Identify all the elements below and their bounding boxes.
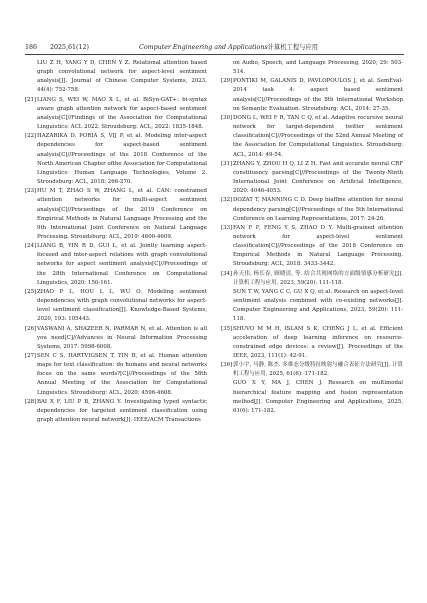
reference-text: FAN F F, FENG Y S, ZHAO D Y. Multi-grained attention network for aspect-level sentiment classification[C]//Proceedings of the 2018 Conference on Empirical Methods in Natural Language Processing. Stroudsburg: ACL, 2018: 3433-3442.: [233, 224, 403, 268]
running-header: [25, 42, 405, 53]
reference-number: [30]: [221, 114, 233, 121]
reference-entry: [221, 224, 403, 270]
reference-text-cn: 郭小宇, 马静, 陈杰. 多维态分级特征映射与融合表征方法研究[J]. 计算机工程与应用, 2025, 61(6): 171-182.: [233, 362, 403, 378]
reference-entry: [221, 325, 403, 362]
reference-text: BAI X F, LIU P B, ZHANG Y. Investigating typed syntactic dependencies for targeted sentiment classification using graph attention neural network[J]. IEEE/ACM Transactions: [37, 398, 207, 424]
reference-number: [25]: [25, 288, 37, 295]
reference-text: LIANG S, WEI W, MAO X L, et al. BiSyn-GAT+: bi-syntax aware graph attention network for aspect-based sentiment analysis[C]//Findings of the Association for Computational Linguistics: ACL 2022. Stroudsburg: ACL, 2022: 1835-1848.: [37, 96, 207, 131]
reference-number: [26]: [25, 325, 37, 332]
reference-entry: [25, 132, 207, 187]
issue-info: 2025,61(12): [50, 44, 89, 51]
reference-entry: [221, 361, 403, 416]
reference-column-right: [221, 59, 403, 416]
header-rule: [25, 54, 404, 55]
reference-text-en: SUN T W, YANG C C, GU X Q, et al. Research on aspect-level sentiment analysis combined with co-existing networks[J]. Computer Engineering and Applications, 2023, 59(20): 111-118.: [233, 288, 403, 323]
reference-number: [23]: [25, 188, 37, 195]
reference-entry: [221, 59, 403, 77]
journal-title: [139, 42, 318, 53]
reference-entry: [25, 59, 207, 96]
reference-text: DOZAT T, MANNING C D. Deep biaffine attention for neural dependency parsing[C]//Proceedings of the 5th International Conference on Learning Representations, 2017: 24-26.: [233, 197, 403, 222]
reference-entry: [25, 96, 207, 133]
reference-text: SHUVO M M H, ISLAM S K, CHENG J L, et al. Efficient acceleration of deep learning inference on resource-constrained edge devices: a review[J]. Proceedings of the IEEE, 2023, 111(1): 42-91.: [233, 325, 403, 359]
reference-text: SEN C S, HARTVIGSEN T, YIN B, et al. Human attention maps for text classification: do humans and neural networks focus on the same words?[C]//Proceedings of the 58th Annual Meeting of the Association for Computational Linguistics. Stroudsburg: ACL, 2020: 4596-4608.: [37, 353, 207, 396]
reference-number: [31]: [221, 160, 233, 167]
reference-entry: [25, 242, 207, 288]
reference-number: [33]: [221, 224, 233, 231]
reference-number: [27]: [25, 353, 37, 359]
reference-number: [24]: [25, 243, 37, 250]
reference-entry: [25, 288, 207, 325]
reference-text: HU M T, ZHAO S W, ZHANG L, et al. CAN: constrained attention networks for multi-aspect sentiment analysis[C]//Proceedings of the 2019 Conference on Empirical Methods in Natural Language Processing and the 9th International Joint Conference on Natural Language Processing. Stroudsburg: ACL, 2019: 4600-4609.: [37, 188, 207, 240]
reference-text: DONG L, WEI F R, TAN C Q, et al. Adaptive recursive neural network for target-dependent twitter sentiment classification[C]//Proceedings of the 52nd Annual Meeting of the Association for Computational Linguistics. Stroudsburg: ACL, 2014: 49-54.: [233, 114, 403, 158]
reference-number: [34]: [221, 270, 233, 277]
reference-number: [29]: [221, 78, 233, 85]
reference-text: VASWANI A, SHAZEER N, PARMAR N, et al. Attention is all you need[C]//Advances in Neural Information Processing Systems, 2017: 5998-6008.: [37, 325, 207, 350]
reference-entry: [25, 352, 207, 398]
reference-text: PONTIKI M, GALANIS D, PAVLOPOULOS J, et al. SemEval-2014 task 4: aspect based sentiment analysis[C]//Proceedings of the 8th International Workshop on Semantic Evaluation. Stroudsburg: ACL, 2014: 27-35.: [233, 78, 403, 112]
reference-number: [32]: [221, 197, 233, 204]
reference-text: HAZARIKA D, PORIA S, VIJ P, et al. Modeling inter-aspect dependencies for aspect-based sentiment analysis[C]//Proceedings of the 2018 Conference of the North American Chapter ofthe Association for Computational Linguistics: Human Language Technologies, Volume 2. Stroudsburg: ACL, 2018: 266-270.: [37, 133, 207, 186]
reference-text: ZHAO P L, HOU L L, WU O. Modeling sentiment dependencies with graph convolutional networks for aspect-level sentiment classification[J]. Knowledge-Based Systems, 2020, 193: 105443.: [37, 288, 207, 323]
reference-text: on Audio, Speech, and Language Processing, 2020, 29: 503-514.: [233, 60, 403, 76]
reference-column-left: [25, 59, 207, 425]
reference-entry: [221, 196, 403, 223]
reference-entry: [221, 270, 403, 325]
reference-text-cn: 孙天伟, 杨长春, 顾晓清, 等. 结合共现网络的方面级情感分析研究[J]. 计算机工程与应用, 2023, 59(20): 111-118.: [233, 270, 403, 286]
reference-number: [35]: [221, 325, 233, 332]
journal-title-cn: 计算机工程与应用: [267, 44, 319, 51]
reference-text: ZHANG Y, ZHOU H Q, LI Z H. Fast and accurate neural CRF constituency parsing[C]//Proceedings of the Twenty-Ninth International Joint Conference on Artificial Intelligence, 2020: 4046-4053.: [233, 160, 403, 195]
reference-entry: [25, 187, 207, 242]
reference-entry: [25, 398, 207, 425]
reference-number: [28]: [25, 398, 37, 405]
reference-text-en: GUO X Y, MA J, CHEN J. Research on multimodal hierarchical feature mapping and fusion representation method[J]. Computer Engineering and Applications, 2025, 61(6): 171-182.: [233, 380, 403, 414]
page-number: 186: [25, 44, 38, 51]
reference-entry: [221, 77, 403, 114]
reference-number: [22]: [25, 133, 37, 140]
reference-number: [21]: [25, 96, 37, 103]
reference-number: [36]: [221, 362, 233, 369]
journal-title-en: Computer Engineering and Applications: [139, 44, 268, 51]
reference-entry: [25, 325, 207, 352]
reference-text: LIANG B, YIN R D, GUI L, et al. Jointly learning aspect-focused and inter-aspect relations with graph convolutional networks for aspect sentiment analysis[C]//Proceedings of the 28th International Conference on Computational Linguistics, 2020: 150-161.: [37, 243, 207, 286]
reference-entry: [221, 114, 403, 160]
reference-entry: [221, 160, 403, 197]
reference-text: LIU Z H, YANG Y D, CHEN Y Z. Relational attention based graph convolutional network for aspect-level sentiment analysis[J]. Journal of Chinese Computer Systems, 2023, 44(4): 752-758.: [37, 60, 207, 94]
